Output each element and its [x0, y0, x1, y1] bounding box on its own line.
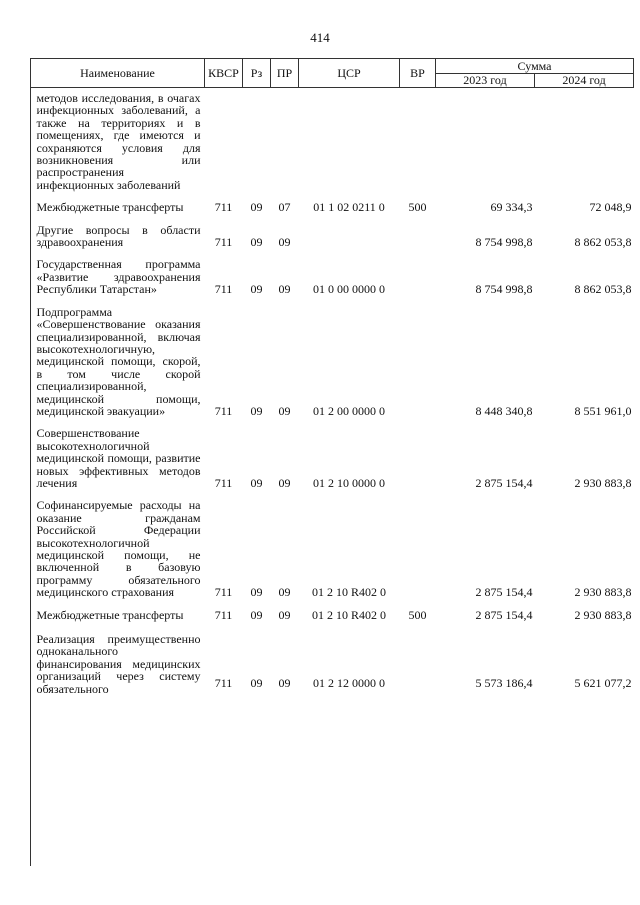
- row-sum-2024: 72 048,9: [589, 200, 632, 215]
- row-name: Подпрограмма «Совершенствование оказания специализированной, включая высокотехнологичную, медицинской помощи, скорой, в том числе скорой специализированной, медицинской помощи, медицинской эвакуации»: [36, 304, 201, 418]
- row-rz: [243, 88, 271, 194]
- row-sum-2023: 69 334,3: [490, 200, 533, 215]
- row-kvsr: 711: [214, 200, 233, 215]
- header-sum: Сумма: [436, 59, 634, 74]
- row-pr: 09: [278, 585, 291, 600]
- header-year-2024: 2024 год: [535, 74, 634, 88]
- table-row: [31, 216, 634, 251]
- row-rz: 09: [250, 282, 263, 297]
- row-sum-2024: 2 930 883,8: [574, 585, 632, 600]
- row-sum-2024: 8 551 961,0: [574, 403, 632, 418]
- row-pr: 09: [278, 607, 291, 622]
- row-vr: [400, 419, 436, 491]
- table-row: [31, 623, 634, 697]
- row-kvsr: 711: [214, 675, 233, 690]
- row-sum-2024: 5 621 077,2: [574, 675, 632, 690]
- table-row: [31, 491, 634, 600]
- row-csr: 01 2 10 R402 0: [311, 607, 386, 622]
- row-vr: [400, 298, 436, 420]
- row-name: Реализация преимущественно одноканального финансирования медицинских организаций через систему обязательного: [36, 632, 201, 696]
- row-rz: 09: [250, 585, 263, 600]
- row-name: Межбюджетные трансферты: [36, 607, 184, 622]
- row-sum-2024: [535, 88, 634, 194]
- row-name: Софинансируемые расходы на оказание гражданам Российской Федерации высокотехнологичной медицинской помощи, не включенной в базовую программу обязательного медицинского страхования: [36, 498, 201, 600]
- row-vr: 500: [408, 607, 427, 622]
- table-row: [31, 193, 634, 215]
- header-csr: ЦСР: [299, 59, 400, 88]
- row-csr: 01 2 12 0000 0: [313, 675, 385, 690]
- row-rz: 09: [250, 235, 263, 250]
- row-csr: 01 2 10 0000 0: [313, 475, 385, 490]
- row-kvsr: 711: [214, 235, 233, 250]
- page-number: 414: [310, 30, 330, 45]
- row-csr: [299, 88, 400, 194]
- row-pr: 07: [278, 200, 291, 215]
- row-kvsr: 711: [214, 585, 233, 600]
- row-sum-2023: 8 754 998,8: [475, 235, 533, 250]
- row-csr: 01 1 02 0211 0: [313, 200, 385, 215]
- row-vr: 500: [408, 200, 427, 215]
- table-row: [31, 601, 634, 623]
- row-kvsr: 711: [214, 607, 233, 622]
- row-vr: [400, 88, 436, 194]
- row-vr: [400, 216, 436, 251]
- row-sum-2024: 8 862 053,8: [574, 235, 632, 250]
- row-kvsr: 711: [214, 475, 233, 490]
- row-pr: 09: [278, 475, 291, 490]
- row-sum-2023: 2 875 154,4: [475, 585, 533, 600]
- header-vr: ВР: [400, 59, 436, 88]
- row-name: Государственная программа «Развитие здравоохранения Республики Татарстан»: [36, 257, 201, 297]
- row-sum-2023: 5 573 186,4: [475, 675, 533, 690]
- row-pr: [271, 88, 299, 194]
- header-kvsr: КВСР: [205, 59, 243, 88]
- row-rz: 09: [250, 200, 263, 215]
- row-name: Другие вопросы в области здравоохранения: [36, 222, 201, 250]
- row-rz: 09: [250, 607, 263, 622]
- row-sum-2023: 8 754 998,8: [475, 282, 533, 297]
- row-vr: [400, 623, 436, 697]
- row-kvsr: [205, 88, 243, 194]
- row-kvsr: 711: [214, 403, 233, 418]
- row-sum-2023: 2 875 154,4: [475, 475, 533, 490]
- table-row: [31, 419, 634, 491]
- row-name: Межбюджетные трансферты: [36, 200, 184, 215]
- row-sum-2024: 2 930 883,8: [574, 475, 632, 490]
- header-year-2023: 2023 год: [436, 74, 535, 88]
- table-row: [31, 88, 634, 194]
- row-vr: [400, 491, 436, 600]
- row-pr: 09: [278, 675, 291, 690]
- table-row: [31, 298, 634, 420]
- row-sum-2023: 2 875 154,4: [475, 607, 533, 622]
- row-vr: [400, 250, 436, 297]
- row-pr: 09: [278, 282, 291, 297]
- row-csr: 01 2 10 R402 0: [311, 585, 386, 600]
- budget-table: [30, 58, 633, 697]
- row-csr: 01 0 00 0000 0: [313, 282, 385, 297]
- row-name: методов исследования, в очагах инфекционных заболеваний, а также на территориях и в помещениях, где имеются и сохраняются условия для возникновения или распространения инфекционных заболеваний: [36, 91, 201, 192]
- row-csr: 01 2 00 0000 0: [313, 403, 385, 418]
- row-sum-2024: 8 862 053,8: [574, 282, 632, 297]
- row-rz: 09: [250, 475, 263, 490]
- row-rz: 09: [250, 675, 263, 690]
- row-rz: 09: [250, 403, 263, 418]
- table-header: [31, 59, 634, 88]
- header-name: Наименование: [31, 59, 205, 88]
- header-pr: ПР: [271, 59, 299, 88]
- row-sum-2024: 2 930 883,8: [574, 607, 632, 622]
- row-sum-2023: 8 448 340,8: [475, 403, 533, 418]
- header-rz: Рз: [243, 59, 271, 88]
- row-name: Совершенствование высокотехнологичной медицинской помощи, развитие новых эффективных методов лечения: [36, 426, 201, 490]
- table-row: [31, 250, 634, 297]
- row-kvsr: 711: [214, 282, 233, 297]
- row-csr: [299, 216, 400, 251]
- row-sum-2023: [436, 88, 535, 194]
- row-pr: 09: [278, 403, 291, 418]
- row-pr: 09: [278, 235, 291, 250]
- table-body: [31, 88, 634, 698]
